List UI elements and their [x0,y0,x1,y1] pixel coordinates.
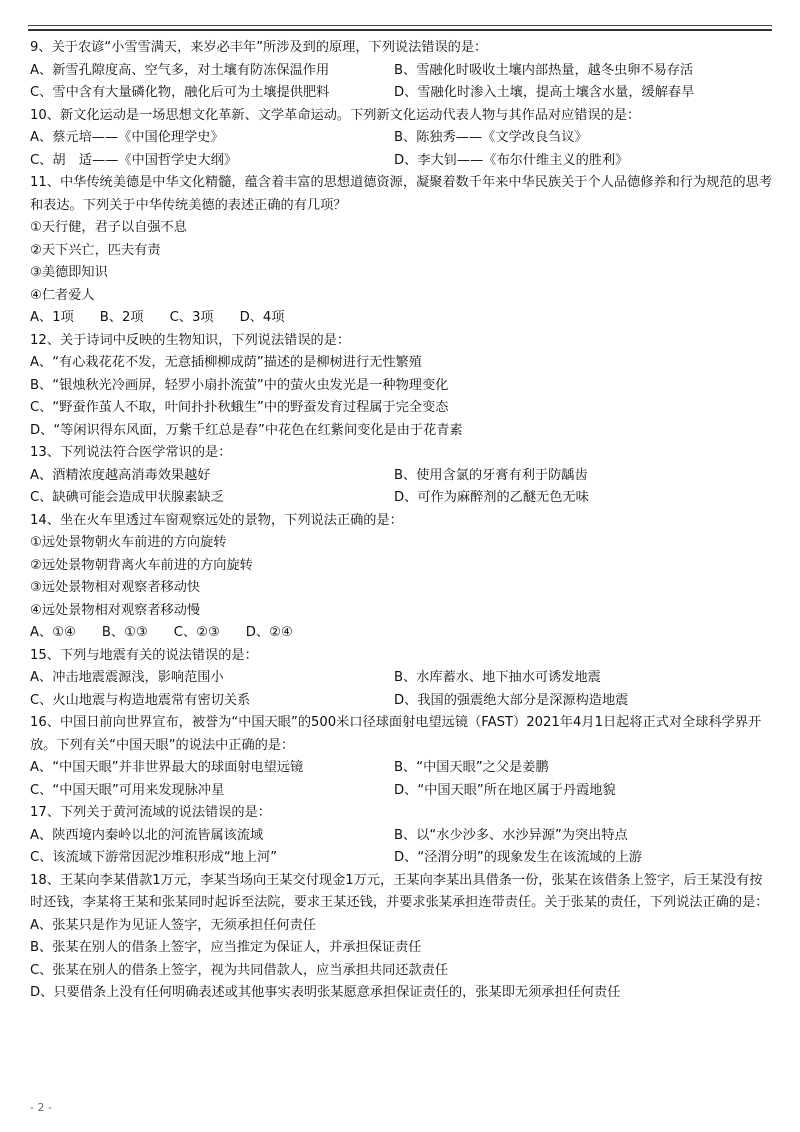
question-11 [30,172,775,330]
question-15 [30,645,775,713]
question-14 [30,510,775,645]
option-a: A、蔡元培——《中国伦理学史》 [30,130,224,145]
question-stem: 9、关于农谚“小雪雪满天，来岁必丰年”所涉及到的原理，下列说法错误的是： [30,40,488,55]
question-stem: 14、坐在火车里透过车窗观察远处的景物，下列说法正确的是： [30,512,403,528]
exam-page-content [30,37,775,1005]
option-b: B、雪融化时吸收土壤内部热量，越冬虫卵不易存活 [394,62,694,78]
question-13 [30,442,775,510]
header-rule-bottom [28,29,772,31]
option-c: C、胡 适——《中国哲学史大纲》 [30,152,238,168]
option-c: C、缺碘可能会造成甲状腺素缺乏 [30,490,224,505]
question-stem: 18、王某向李某借款1万元，李某当场向王某交付现金1万元，王某向李某出具借条一份，张某在该借条上签字，后王某没有按时还钱，李某将王某和张某同时起诉至法院，要求王某还钱，并要求张某承担连带责任。关于张某的责任，下列说法正确的是： [30,872,769,910]
question-stem: 10、新文化运动是一场思想文化革新、文学革命运动。下列新文化运动代表人物与其作品对应错误的是： [30,107,641,123]
statement-item: ④远处景物相对观察者移动慢 [30,602,201,618]
question-18 [30,870,775,1005]
option-d: D、雪融化时渗入土壤，提高土壤含水量，缓解春旱 [394,85,695,100]
statement-item: ③美德即知识 [30,265,108,280]
option-d: D、只要借条上没有任何明确表述或其他事实表明张某愿意承担保证责任的，张某即无须承担任何责任 [30,985,621,1000]
option-b: B、以“水少沙多、水沙异源”为突出特点 [394,827,628,843]
option-c: C、“野蚕作茧人不取，叶间扑扑秋蛾生”中的野蚕发育过程属于完全变态 [30,400,449,415]
question-stem: 11、中华传统美德是中华文化精髓，蕴含着丰富的思想道德资源，凝聚着数千年来中华民族关于个人品德修养和行为规范的思考和表达。下列关于中华传统美德的表述正确的有几项？ [30,175,773,213]
option-a: A、酒精浓度越高消毒效果越好 [30,467,211,483]
question-9 [30,37,775,105]
statement-item: ①远处景物朝火车前进的方向旋转 [30,535,227,550]
option-d: D、“泾渭分明”的现象发生在该流域的上游 [394,850,643,865]
option-b: B、“中国天眼”之父是姜鹏 [394,760,549,775]
option-b: B、①③ [101,625,148,640]
option-a: A、冲击地震震源浅，影响范围小 [30,670,224,685]
statement-item: ③远处景物相对观察者移动快 [30,580,201,595]
question-stem: 17、下列关于黄河流域的说法错误的是： [30,805,271,820]
option-d: D、李大钊——《布尔什维主义的胜利》 [394,152,629,168]
option-d: D、“等闲识得东风面，万紫千红总是春”中花色在红紫间变化是由于花青素 [30,422,463,438]
option-b: B、使用含氯的牙膏有利于防龋齿 [394,467,588,483]
question-12 [30,330,775,443]
option-b: B、“银烛秋光冷画屏，轻罗小扇扑流萤”中的萤火虫发光是一种物理变化 [30,377,449,393]
option-c: C、②③ [173,625,220,640]
question-10 [30,105,775,173]
option-b: B、水库蓄水、地下抽水可诱发地震 [394,670,601,685]
option-c: C、“中国天眼”可用来发现脉冲星 [30,782,225,798]
option-a: A、张某只是作为见证人签字，无须承担任何责任 [30,917,316,933]
option-a: A、“有心栽花花不发，无意插柳柳成荫”描述的是柳树进行无性繁殖 [30,355,422,370]
option-b: B、陈独秀——《文学改良刍议》 [394,130,588,145]
option-b: B、2项 [99,310,144,325]
header-rule-top [28,25,772,26]
option-d: D、②④ [245,625,293,640]
option-d: D、我国的强震绝大部分是深源构造地震 [394,692,629,708]
option-c: C、3项 [169,310,214,325]
page-number: - 2 - [30,1101,52,1114]
option-c: C、该流域下游常因泥沙堆积形成“地上河” [30,850,278,865]
question-stem: 13、下列说法符合医学常识的是： [30,445,232,460]
statement-item: ②天下兴亡，匹夫有责 [30,242,161,258]
option-a: A、陕西境内秦岭以北的河流皆属该流域 [30,827,264,843]
option-c: C、雪中含有大量磷化物，融化后可为土壤提供肥料 [30,85,330,100]
question-16 [30,712,775,802]
statement-item: ④仁者爱人 [30,287,95,303]
statement-item: ①天行健，君子以自强不息 [30,220,187,235]
question-stem: 16、中国日前向世界宣布，被誉为“中国天眼”的500米口径球面射电望远镜（FAST）2021年4月1日起将正式对全球科学界开放。下列有关“中国天眼”的说法中正确的是： [30,715,762,753]
option-a: A、“中国天眼”并非世界最大的球面射电望远镜 [30,760,304,775]
option-d: D、“中国天眼”所在地区属于丹霞地貌 [394,782,616,798]
option-c: C、火山地震与构造地震常有密切关系 [30,692,251,708]
option-b: B、张某在别人的借条上签字，应当推定为保证人，并承担保证责任 [30,940,422,955]
option-d: D、4项 [239,310,285,325]
question-17 [30,802,775,870]
question-stem: 12、关于诗词中反映的生物知识，下列说法错误的是： [30,332,351,348]
statement-item: ②远处景物朝背离火车前进的方向旋转 [30,557,253,573]
option-a: A、1项 [30,310,74,325]
option-a: A、新雪孔隙度高、空气多，对土壤有防冻保温作用 [30,62,330,78]
option-c: C、张某在别人的借条上签字，视为共同借款人，应当承担共同还款责任 [30,962,449,978]
option-a: A、①④ [30,625,76,640]
question-stem: 15、下列与地震有关的说法错误的是： [30,647,258,663]
option-d: D、可作为麻醉剂的乙醚无色无味 [394,490,589,505]
